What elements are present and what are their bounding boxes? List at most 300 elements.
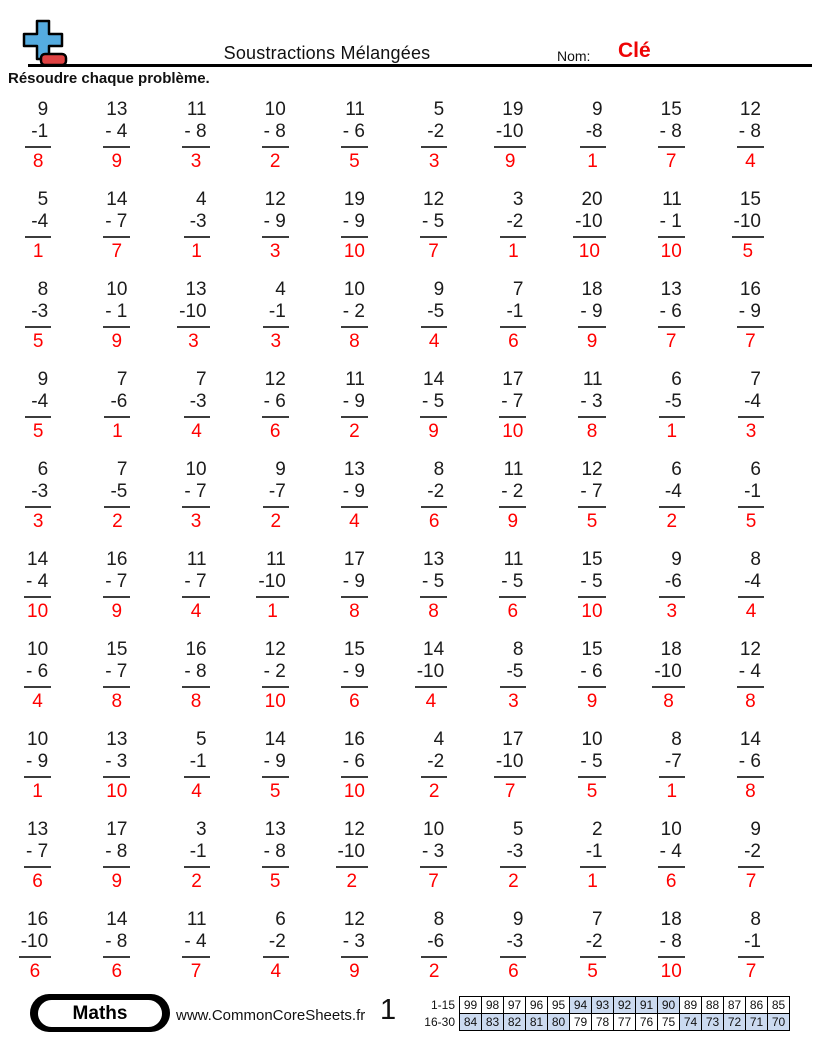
minuend: 17 [106,819,128,840]
minuend: 12 [581,459,603,480]
subtraction-problem [262,729,289,803]
answer: 4 [349,511,360,532]
answer: 7 [428,871,439,892]
answer: 4 [32,691,43,712]
plus-minus-icon [20,18,70,68]
instruction-text: Résoudre chaque problème. [8,70,210,87]
maths-badge [30,994,170,1032]
subtrahend: - 9 [578,301,605,328]
name-value: Clé [618,39,651,62]
subtrahend: - 8 [658,121,685,148]
subtrahend: - 3 [341,931,368,958]
answer: 1 [112,421,123,442]
minuend: 5 [512,819,524,840]
subtrahend: -10 [177,301,209,328]
answer: 1 [32,781,43,802]
subtrahend: -1 [184,841,210,868]
minuend: 13 [106,729,128,750]
subtraction-problem [341,549,368,623]
problem-cell [475,544,554,634]
answer: 6 [507,601,519,622]
problem-cell [475,454,554,544]
subtraction-problem [578,279,605,353]
subtraction-problem [737,279,764,353]
page-number: 1 [380,994,397,1026]
subtrahend: -1 [500,301,526,328]
subtrahend: -3 [500,931,526,958]
subtrahend: -7 [263,481,289,508]
problem-cell [0,94,79,184]
subtraction-problem [420,369,447,443]
grading-score-cell: 81 [526,1014,548,1031]
problem-cell [317,274,396,364]
problem-cell [713,544,792,634]
problem-cell [554,184,633,274]
subtrahend: -6 [659,571,685,598]
subtrahend: - 5 [420,571,447,598]
subtraction-problem [737,729,764,803]
minuend: 5 [433,99,445,120]
answer: 9 [504,151,516,172]
minuend: 12 [343,819,365,840]
problem-cell [0,364,79,454]
subtraction-problem [19,909,51,983]
answer: 6 [349,691,360,712]
problem-cell [713,904,792,994]
subtraction-problem [738,909,764,983]
problem-cell [0,814,79,904]
answer: 2 [666,511,678,532]
problem-cell [238,94,317,184]
minuend: 12 [264,639,286,660]
subtrahend: -2 [421,751,447,778]
answer: 8 [32,151,44,172]
problem-cell [79,544,158,634]
minuend: 14 [264,729,286,750]
answer: 7 [665,331,677,352]
minuend: 18 [581,279,603,300]
minuend: 10 [27,729,49,750]
answer: 5 [745,511,757,532]
subtraction-problem [659,459,685,533]
subtraction-problem [499,459,526,533]
problem-cell [158,184,237,274]
problem-cell [634,904,713,994]
subtraction-problem [25,369,51,443]
minuend: 6 [750,459,761,480]
problem-cell [713,274,792,364]
answer: 10 [581,601,603,622]
minuend: 5 [196,729,207,750]
problem-cell [79,814,158,904]
problem-cell [0,634,79,724]
grading-score-cell: 77 [614,1014,636,1031]
subtrahend: - 4 [737,661,764,688]
problem-cell [79,94,158,184]
answer: 2 [346,871,358,892]
minuend: 10 [27,639,49,660]
minuend: 11 [662,189,682,210]
answer: 4 [191,421,202,442]
subtrahend: -2 [738,841,764,868]
grading-row [424,997,789,1014]
answer: 9 [586,331,598,352]
minuend: 15 [581,549,603,570]
subtrahend: - 9 [341,391,368,418]
subtraction-problem [737,99,764,173]
subtraction-problem [25,99,51,173]
answer: 7 [428,241,439,262]
minuend: 8 [433,909,445,930]
problem-cell [634,94,713,184]
problem-cell [79,364,158,454]
subtraction-problem [182,99,209,173]
answer: 10 [264,691,286,712]
answer: 4 [191,781,202,802]
grading-score-cell: 99 [460,997,482,1014]
problem-cell [238,724,317,814]
answer: 5 [269,871,281,892]
problem-cell [396,274,475,364]
minuend: 18 [660,909,682,930]
subtraction-problem [578,459,605,533]
problem-cell [238,544,317,634]
minuend: 11 [186,909,207,930]
answer: 6 [29,961,41,982]
minuend: 14 [106,909,128,930]
subtraction-problem [24,549,51,623]
subtrahend: -5 [659,391,685,418]
minuend: 8 [750,549,761,570]
problem-cell [158,454,237,544]
subtrahend: -2 [500,211,526,238]
answer: 4 [428,331,440,352]
grading-score-cell: 98 [482,997,504,1014]
subtrahend: - 5 [578,751,605,778]
answer: 9 [111,601,123,622]
minuend: 9 [592,99,603,120]
subtrahend: - 8 [658,931,685,958]
answer: 1 [191,241,202,262]
subtrahend: -3 [184,391,210,418]
answer: 5 [32,421,44,442]
problem-cell [79,904,158,994]
subtrahend: - 3 [420,841,447,868]
subtrahend: - 9 [341,661,368,688]
subtraction-problem [341,369,368,443]
subtraction-problem [580,99,606,173]
grading-range-label: 1-15 [430,998,455,1012]
minuend: 4 [275,279,286,300]
subtraction-problem [421,99,447,173]
subtraction-problem [25,189,51,263]
minuend: 6 [671,459,682,480]
subtrahend: - 8 [262,841,289,868]
problem-cell [634,634,713,724]
subtraction-problem [341,279,368,353]
subtraction-problem [182,909,209,983]
problem-cell [79,634,158,724]
grading-score-cell: 94 [570,997,592,1014]
answer: 5 [587,961,598,982]
problem-cell [317,904,396,994]
grading-score-cell: 76 [636,1014,658,1031]
answer: 3 [270,331,282,352]
grading-score-cell: 96 [526,997,548,1014]
subtrahend: -1 [25,121,51,148]
answer: 1 [587,871,598,892]
subtrahend: -10 [494,121,526,148]
answer: 6 [665,871,677,892]
minuend: 14 [423,639,445,660]
subtraction-problem [341,909,368,983]
subtrahend: -7 [659,751,685,778]
minuend: 8 [433,459,445,480]
subtrahend: -10 [19,931,51,958]
minuend: 6 [671,369,682,390]
grading-score-cell: 87 [724,997,746,1014]
subtraction-problem [263,459,289,533]
grading-score-cell: 82 [504,1014,526,1031]
subtraction-problem [25,459,51,533]
answer: 3 [190,511,202,532]
problem-cell [475,94,554,184]
problem-cell [317,454,396,544]
answer: 6 [269,421,281,442]
answer: 3 [745,421,757,442]
minuend: 16 [27,909,49,930]
subtrahend: - 9 [24,751,51,778]
problem-cell [554,94,633,184]
subtraction-problem [738,549,764,623]
grading-score-cell: 74 [680,1014,702,1031]
grading-score-cell: 89 [680,997,702,1014]
problem-cell [0,454,79,544]
subtrahend: -1 [184,751,210,778]
website-text: www.CommonCoreSheets.fr [176,1007,366,1024]
answer: 4 [745,151,756,172]
problem-cell [475,274,554,364]
subtrahend: - 8 [182,661,209,688]
answer: 1 [587,151,598,172]
answer: 4 [745,601,757,622]
minuend: 11 [582,369,603,390]
subtraction-problem [104,459,130,533]
grading-row [424,1014,789,1031]
minuend: 11 [503,459,524,480]
subtrahend: -3 [500,841,526,868]
minuend: 13 [185,279,207,300]
answer: 3 [188,331,199,352]
grading-score-cell: 80 [548,1014,570,1031]
answer: 3 [269,241,281,262]
subtrahend: - 9 [341,571,368,598]
minuend: 15 [581,639,603,660]
subtraction-problem [184,819,210,893]
subtraction-problem [738,819,764,893]
answer: 8 [349,331,360,352]
problem-cell [396,904,475,994]
subtrahend: - 7 [103,211,130,238]
subtrahend: - 5 [420,391,447,418]
answer: 10 [578,241,600,262]
problem-cell [396,634,475,724]
problem-cell [0,274,79,364]
subtrahend: - 2 [262,661,289,688]
subtraction-problem [500,819,526,893]
answer: 3 [666,601,678,622]
subtrahend: - 9 [341,481,368,508]
subtrahend: -10 [732,211,764,238]
subtraction-problem [573,189,605,263]
minuend: 8 [37,279,49,300]
subtraction-problem [262,369,289,443]
grading-score-cell: 70 [768,1014,790,1031]
answer: 2 [428,781,440,802]
answer: 5 [349,151,360,172]
subtraction-problem [24,639,51,713]
answer: 9 [111,331,123,352]
subtraction-problem [578,369,605,443]
minuend: 2 [592,819,603,840]
answer: 3 [32,511,44,532]
problem-cell [554,364,633,454]
problem-cell [554,274,633,364]
subtraction-problem [658,279,685,353]
subtrahend: - 6 [262,391,289,418]
subtraction-problem [184,729,210,803]
minuend: 19 [502,99,524,120]
subtraction-problem [262,99,289,173]
grading-score-cell: 95 [548,997,570,1014]
answer: 8 [586,421,598,442]
subtrahend: - 6 [341,751,368,778]
minuend: 11 [345,99,365,120]
name-label: Nom: [557,48,591,64]
problem-cell [79,274,158,364]
subtraction-problem [658,819,685,893]
minuend: 15 [343,639,365,660]
minuend: 16 [739,279,761,300]
answer: 10 [502,421,524,442]
subtrahend: -10 [573,211,605,238]
answer: 5 [32,331,44,352]
subtraction-problem [184,369,210,443]
problem-cell [475,904,554,994]
minuend: 14 [423,369,445,390]
minuend: 13 [660,279,682,300]
answer: 5 [269,781,281,802]
minuend: 9 [671,549,682,570]
answer: 6 [111,961,123,982]
subtraction-problem [499,369,526,443]
subtraction-problem [103,99,130,173]
answer: 1 [666,421,678,442]
problem-cell [317,724,396,814]
page-title: Soustractions Mélangées [223,43,431,63]
minuend: 12 [264,189,286,210]
subtraction-problem [420,189,447,263]
subtrahend: -10 [415,661,447,688]
minuend: 9 [433,279,445,300]
grading-score-cell: 91 [636,997,658,1014]
answer: 2 [349,421,360,442]
minuend: 9 [37,99,49,120]
subtraction-problem [415,639,447,713]
answer: 7 [745,961,757,982]
subtrahend: -4 [738,571,764,598]
answer: 8 [745,691,756,712]
minuend: 6 [275,909,286,930]
subtrahend: -4 [25,211,51,238]
subtraction-problem [738,369,764,443]
problem-cell [634,544,713,634]
minuend: 7 [512,279,524,300]
minuend: 12 [264,369,286,390]
subtraction-problem [341,99,368,173]
subtrahend: - 1 [103,301,130,328]
problem-cell [158,94,237,184]
subtrahend: - 7 [182,481,209,508]
grading-score-cell: 78 [592,1014,614,1031]
problem-cell [158,634,237,724]
subtrahend: -10 [336,841,368,868]
problem-cell [554,814,633,904]
minuend: 7 [116,369,128,390]
subtraction-problem [341,189,368,263]
subtrahend: - 7 [182,571,209,598]
problem-cell [554,544,633,634]
minuend: 15 [660,99,682,120]
answer: 2 [112,511,123,532]
subtrahend: -3 [25,481,51,508]
problem-cell [396,724,475,814]
subtraction-problem [24,819,51,893]
subtrahend: -6 [104,391,130,418]
minuend: 11 [266,549,286,570]
answer: 2 [428,961,440,982]
answer: 8 [349,601,360,622]
subtrahend: - 8 [182,121,209,148]
problem-cell [396,814,475,904]
subtraction-problem [262,189,289,263]
subtrahend: - 5 [420,211,447,238]
answer: 7 [665,151,677,172]
subtraction-problem [580,819,606,893]
subtraction-problem [103,909,130,983]
answer: 8 [663,691,674,712]
problem-cell [317,94,396,184]
subtrahend: -4 [25,391,51,418]
minuend: 10 [343,279,365,300]
subtraction-problem [738,459,764,533]
subtraction-problem [103,729,130,803]
subtrahend: - 6 [658,301,685,328]
problem-cell [554,904,633,994]
answer: 7 [745,871,757,892]
minuend: 11 [345,369,365,390]
minuend: 15 [106,639,128,660]
subtraction-problem [578,729,605,803]
subtraction-problem [421,459,447,533]
answer: 8 [745,781,756,802]
problem-cell [396,364,475,454]
subtraction-problem [182,639,209,713]
minuend: 10 [106,279,128,300]
minuend: 4 [196,189,207,210]
problem-cell [79,454,158,544]
problem-cell [554,634,633,724]
